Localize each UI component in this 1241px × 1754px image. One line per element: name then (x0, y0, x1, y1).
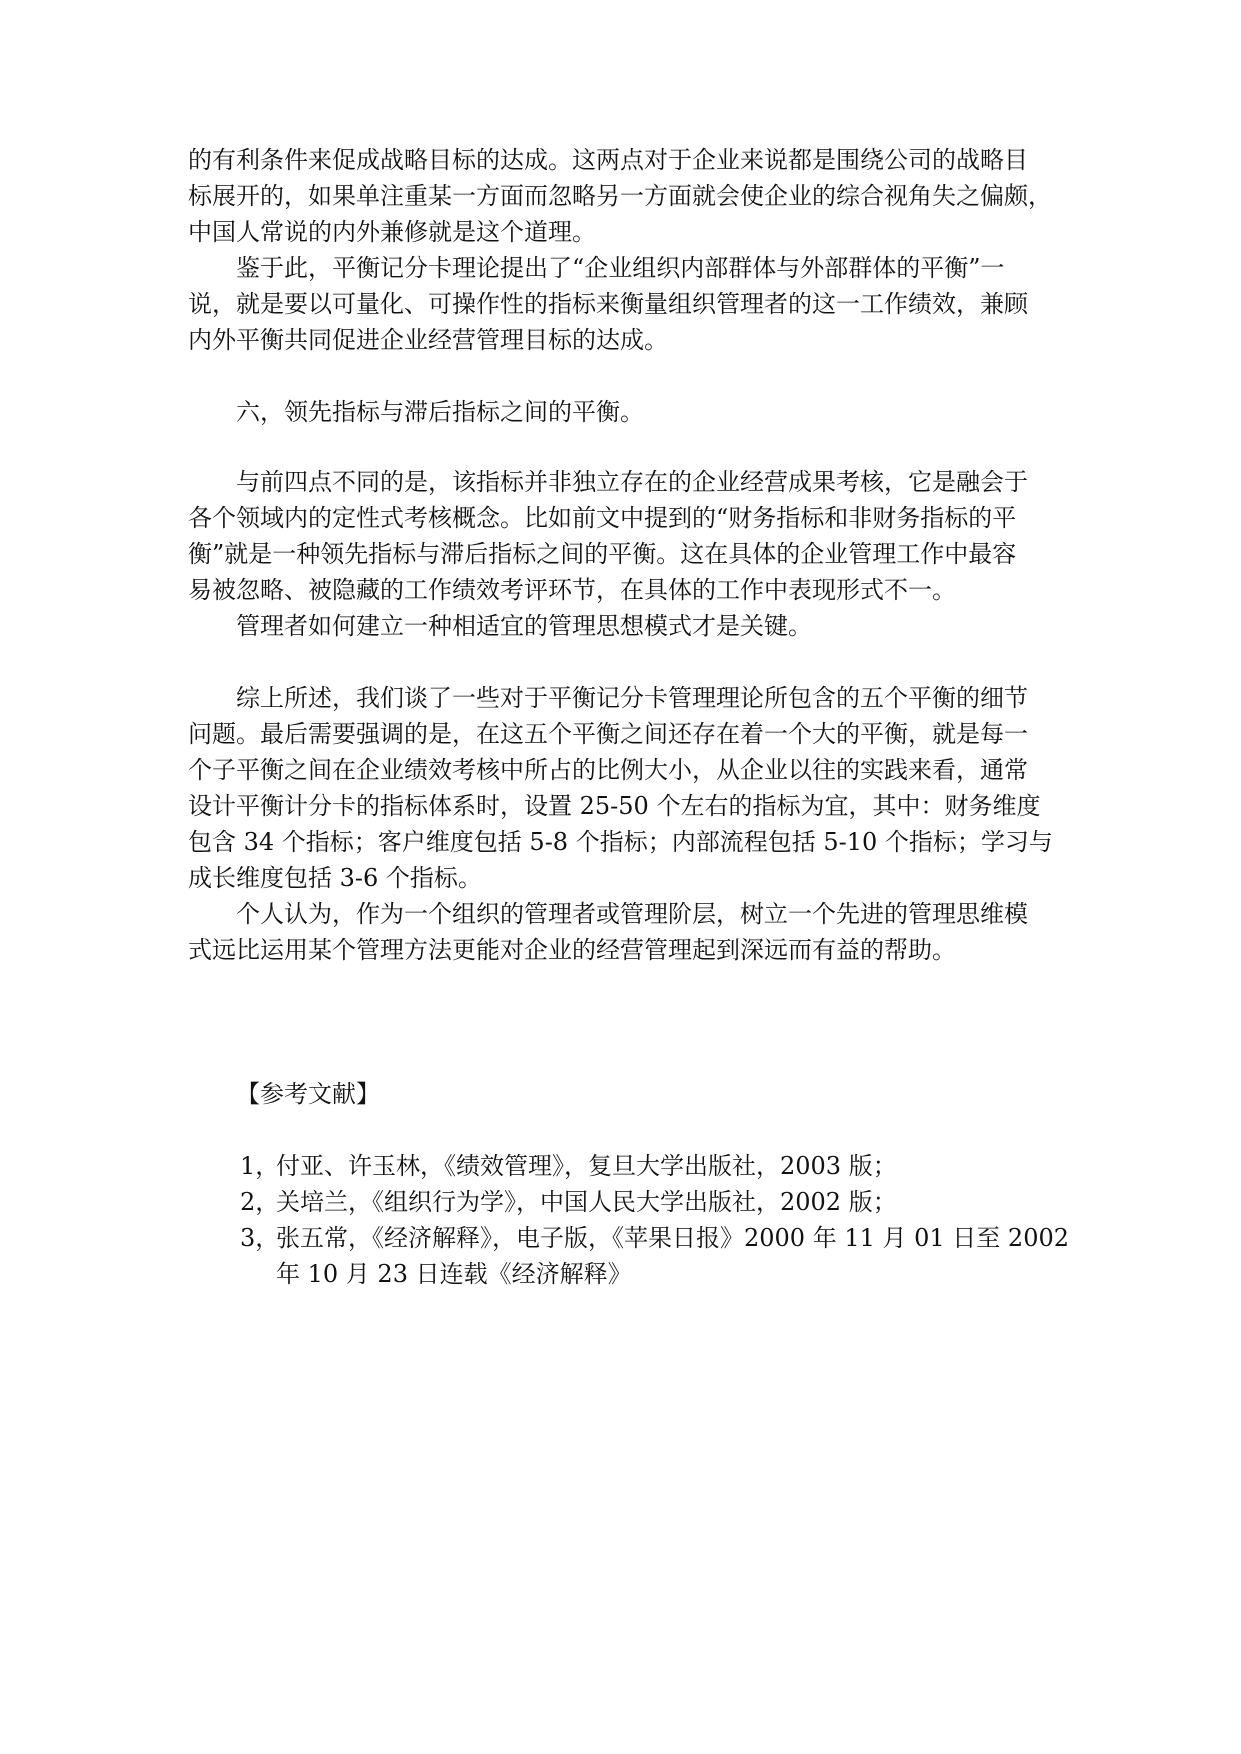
paragraph-manager (188, 608, 1056, 644)
paragraph-leading-lagging (188, 464, 1056, 608)
paragraph-line: 管理者如何建立一种相适宜的管理思想模式才是关键。 (236, 612, 812, 640)
paragraph-line: 衡”就是一种领先指标与滞后指标之间的平衡。这在具体的企业管理工作中最容 (188, 540, 1017, 568)
paragraph-line: 个人认为，作为一个组织的管理者或管理阶层，树立一个先进的管理思维模 (236, 900, 1028, 928)
reference-number: 2， (240, 1188, 280, 1216)
paragraph-line: 易被忽略、被隐藏的工作绩效考评环节，在具体的工作中表现形式不一。 (188, 576, 956, 604)
spacer (188, 430, 1056, 464)
spacer (188, 1112, 1056, 1148)
paragraph-line: 成长维度包括 3-6 个指标。 (188, 864, 482, 892)
paragraph-line: 问题。最后需要强调的是，在这五个平衡之间还存在着一个大的平衡，就是每一 (188, 720, 1028, 748)
paragraph-line: 各个领域内的定性式考核概念。比如前文中提到的“财务指标和非财务指标的平 (188, 504, 1017, 532)
spacer (188, 644, 1056, 680)
paragraph-line: 式远比运用某个管理方法更能对企业的经营管理起到深远而有益的帮助。 (188, 936, 956, 964)
reference-number: 1， (240, 1152, 280, 1180)
paragraph-summary (188, 680, 1056, 896)
paragraph-conclusion (188, 896, 1056, 968)
reference-item (188, 1148, 1056, 1184)
paragraph-line: 综上所述，我们谈了一些对于平衡记分卡管理理论所包含的五个平衡的细节 (236, 684, 1028, 712)
reference-text: 付亚、许玉林，《绩效管理》，复旦大学出版社，2003 版； (276, 1152, 897, 1180)
paragraph-line: 设计平衡计分卡的指标体系时，设置 25-50 个左右的指标为宜，其中：财务维度 (188, 792, 1041, 820)
paragraph-line: 包含 34 个指标；客户维度包括 5-8 个指标；内部流程包括 5-10 个指标；学习与 (188, 828, 1053, 856)
paragraph-line: 的有利条件来促成战略目标的达成。这两点对于企业来说都是围绕公司的战略目 (188, 146, 1028, 174)
paragraph-line: 鉴于此，平衡记分卡理论提出了“企业组织内部群体与外部群体的平衡”一 (236, 254, 1005, 282)
paragraph-balance-intro (188, 250, 1056, 358)
spacer (188, 968, 1056, 1076)
paragraph-continuation (188, 142, 1056, 250)
paragraph-line: 内外平衡共同促进企业经营管理目标的达成。 (188, 326, 668, 354)
paragraph-line: 与前四点不同的是，该指标并非独立存在的企业经营成果考核，它是融会于 (236, 468, 1028, 496)
references-section (188, 1076, 1070, 1292)
paragraph-line: 说，就是要以可量化、可操作性的指标来衡量组织管理者的这一工作绩效，兼顾 (188, 290, 1028, 318)
references-list (188, 1148, 1070, 1292)
document-content (188, 142, 1070, 1292)
paragraph-line: 个子平衡之间在企业绩效考核中所占的比例大小，从企业以往的实践来看，通常 (188, 756, 1028, 784)
reference-text: 关培兰，《组织行为学》，中国人民大学出版社，2002 版； (276, 1188, 897, 1216)
reference-number: 3， (240, 1224, 280, 1252)
reference-item (188, 1220, 1070, 1292)
spacer (188, 358, 1056, 394)
reference-text: 张五常，《经济解释》，电子版，《苹果日报》2000 年 11 月 01 日至 2002 (276, 1224, 1070, 1252)
paragraph-line: 中国人常说的内外兼修就是这个道理。 (188, 218, 596, 246)
references-title: 【参考文献】 (236, 1080, 380, 1108)
reference-text-continued: 年 10 月 23 日连载《经济解释》 (276, 1260, 632, 1288)
reference-item (188, 1184, 1056, 1220)
section-heading: 六，领先指标与滞后指标之间的平衡。 (236, 398, 644, 426)
paragraph-line: 标展开的，如果单注重某一方面而忽略另一方面就会使企业的综合视角失之偏颇， (188, 182, 1052, 210)
